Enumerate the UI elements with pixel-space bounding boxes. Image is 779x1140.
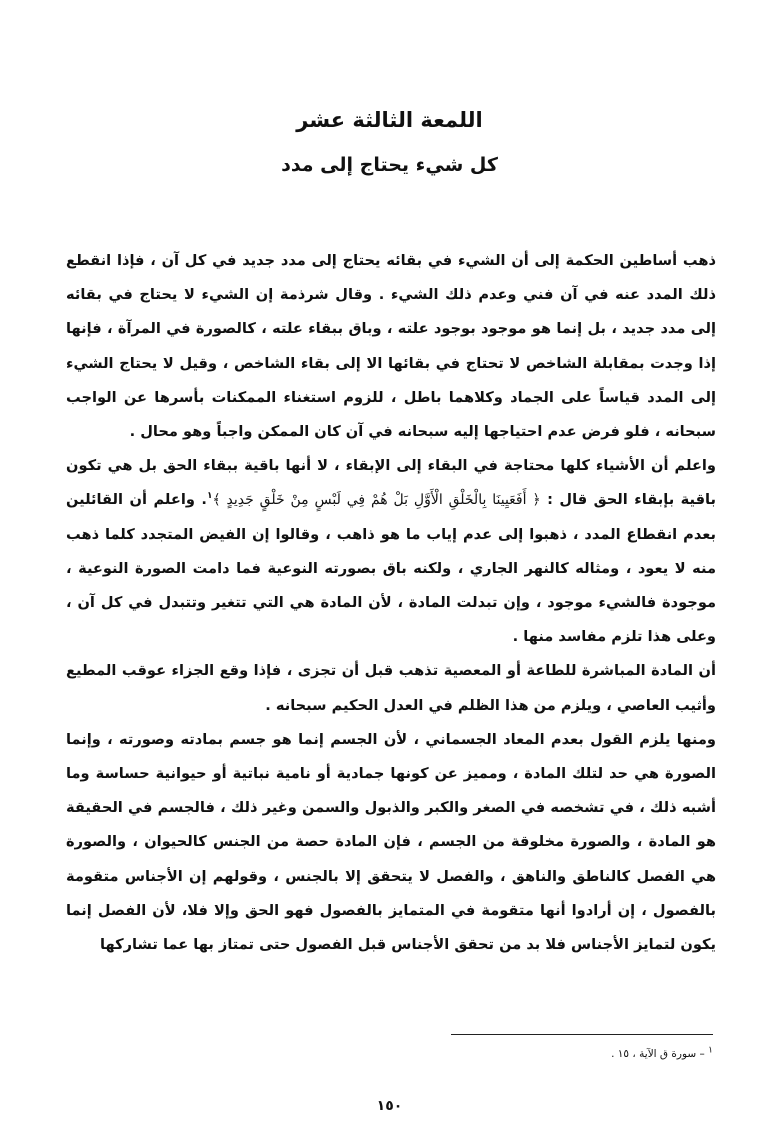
paragraph-4: ومنها يلزم القول بعدم المعاد الجسماني ، لأن الجسم إنما هو جسم بمادته وصورته ، وإنما الصورة هي حد لتلك المادة ، ومميز عن كونها جمادية أو نامية نباتية أو حيوانية حساسة وما أشبه ذلك ، في تشخصه في الصغر والكبر والذبول والسمن وغير ذلك ، فالجسم في الحقيقة هو المادة ، والصورة مخلوقة من الجسم ، فإن المادة حصة من الجنس كالحيوان ، والصورة هي الفصل كالناطق والناهق ، والفصل لا يتحقق إلا بالجنس ، وقولهم إن الأجناس متقومة بالفصول ، إن أرادوا أنها متقومة في المتمايز بالفصول فهو الحق وإلا فلا، لأن الفصل إنما يكون لتمايز الأجناس فلا بد من تحقق الأجناس قبل الفصول حتى تمتاز بها عما تشاركها: [66, 730, 716, 954]
footnote-divider: [451, 1034, 713, 1035]
quran-verse: ﴿ أَفَعَيِينَا بِالْخَلْقِ الْأَوَّلِ بَلْ هُمْ فِي لَبْسٍ مِنْ خَلْقٍ جَدِيدٍ ﴾: [212, 492, 541, 509]
page-number: ١٥٠: [376, 1098, 403, 1114]
chapter-title: اللمعة الثالثة عشر: [296, 108, 483, 132]
paragraph-1: ذهب أساطين الحكمة إلى أن الشيء في بقائه يحتاج إلى مدد جديد في كل آن ، فإذا انقطع ذلك المدد عنه في آن فني وعدم ذلك الشيء . وقال شرذمة إن الشيء لا يحتاج في بقائه إلى مدد جديد ، بل إنما هو موجود بوجود علته ، وباق ببقاء علته ، كالصورة في المرآة ، فإنها إذا وجدت بمقابلة الشاخص لا تحتاج في بقائها الا إلى بقاء الشاخص ، وقيل لا يحتاج الشيء إلى المدد قياساً على الجماد وكلاهما باطل ، للزوم استغناء الممكنات بأسرها عن الواجب سبحانه ، فلو فرض عدم احتياجها إليه سبحانه في آن كان الممكن واجباً وهو محال .: [66, 252, 716, 441]
paragraph-2-rest: . واعلم أن القائلين بعدم انقطاع المدد ، ذهبوا إلى عدم إياب ما هو ذاهب ، وقالوا إن الفيض المتجدد كلما ذهب منه لا يعود ، ومثاله كالنهر الجاري ، ولكنه باق بصورته النوعية فما دامت الصورة النوعية ، موجودة فالشيء موجود ، وإن تبدلت المادة ، لأن المادة هي التي تتغير وتتبدل في كل آن ، وعلى هذا تلزم مفاسد منها .: [66, 491, 716, 646]
chapter-subtitle: كل شيء يحتاج إلى مدد: [281, 154, 498, 176]
footnote: [611, 1045, 713, 1060]
footnote-number: ١: [708, 1045, 713, 1056]
footnote-text: – سورة ق الآية ، ١٥ .: [611, 1048, 705, 1060]
footnote-reference[interactable]: ١: [206, 491, 213, 502]
paragraph-2-intro: واعلم أن الأشياء كلها محتاجة في البقاء إلى الإبقاء ، لا أنها باقية ببقاء الحق بل هي تكون باقية بإبقاء الحق قال :: [66, 457, 716, 509]
body-text: [66, 244, 716, 962]
paragraph-3: أن المادة المباشرة للطاعة أو المعصية تذهب قبل أن تجزى ، فإذا وقع الجزاء عوقب المطيع وأثيب العاصي ، ويلزم من هذا الظلم في العدل الحكيم سبحانه .: [66, 662, 716, 714]
paragraph-2: [66, 449, 716, 654]
